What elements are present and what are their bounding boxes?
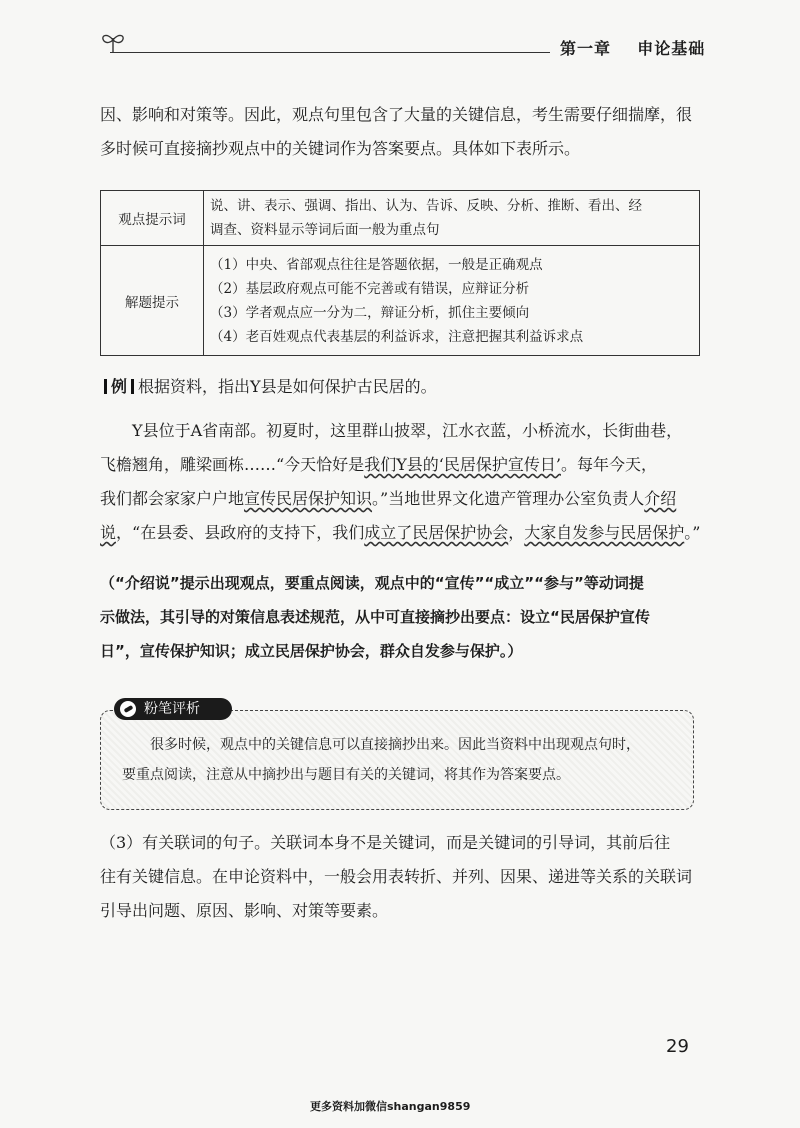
passage-text: 。”: [684, 523, 700, 542]
tip-body: [122, 730, 682, 790]
example-bar-left: [104, 379, 107, 394]
passage-text: ，: [508, 523, 525, 542]
table-cell: [204, 191, 700, 246]
example-label: 例: [111, 377, 128, 396]
table-cell-line: （3）学者观点应一分为二，辩证分析，抓住主要倾向: [210, 304, 530, 321]
passage-text: 我们都会家家户户地: [100, 489, 245, 508]
intro-line: 多时候可直接摘抄观点中的关键词作为答案要点。具体如下表所示。: [100, 139, 581, 158]
leaf-icon: [98, 30, 128, 54]
example-question: [100, 370, 437, 404]
table-row: [101, 246, 700, 356]
passage-line: [100, 516, 700, 550]
running-header: [560, 36, 705, 59]
passage-highlight: 大家自发参与民居保护: [524, 523, 685, 542]
passage-line: [100, 448, 700, 482]
passage-text: 。每年今天，: [560, 455, 657, 474]
conclusion-line: 引导出问题、原因、影响、对策等要素。: [100, 901, 389, 920]
header-rule: [110, 52, 550, 53]
table-cell: [204, 246, 700, 356]
conclusion-line: （3）有关联词的句子。关联词本身不是关键词，而是关键词的引导词，其前后往: [100, 833, 671, 852]
analysis-line: 日”，宣传保护知识；成立民居保护协会，群众自发参与保护。）: [100, 642, 523, 660]
tip-line: 要重点阅读，注意从中摘抄出与题目有关的关键词，将其作为答案要点。: [122, 767, 570, 783]
chapter-label: 第一章: [560, 39, 612, 58]
table-cell-line: （1）中央、省部观点往往是答题依据，一般是正确观点: [210, 256, 543, 273]
analysis-line: （“介绍说”提示出现观点，要重点阅读，观点中的“宣传”“成立”“参与”等动词提: [100, 574, 644, 592]
footer-note: 更多资料加微信shangan9859: [310, 1100, 471, 1113]
table-cell-line: （2）基层政府观点可能不完善或有错误，应辩证分析: [210, 280, 530, 297]
chapter-title: 申论基础: [637, 39, 706, 58]
passage-highlight: 介绍: [644, 489, 677, 508]
tip-title: 粉笔评析: [144, 701, 200, 717]
viewpoint-table: [100, 190, 700, 356]
passage-line: [100, 482, 700, 516]
passage-highlight: 宣传民居保护知识: [244, 489, 373, 508]
passage-text: 飞檐翘角，雕梁画栋……“今天恰好是: [100, 455, 365, 474]
example-question-text: 根据资料，指出Y县是如何保护古民居的。: [138, 377, 437, 396]
leaf-badge-icon: [120, 701, 136, 717]
page-number: 29: [666, 1036, 689, 1057]
conclusion-paragraph: [100, 826, 700, 928]
analysis-line: 示做法，其引导的对策信息表述规范，从中可直接摘抄出要点：设立“民居保护宣传: [100, 608, 650, 626]
table-cell-line: 说、讲、表示、强调、指出、认为、告诉、反映、分析、推断、看出、经: [210, 198, 642, 214]
passage-highlight: 成立了民居保护协会: [364, 523, 509, 542]
passage-line: Y县位于A省南部。初夏时，这里群山披翠，江水衣蓝，小桥流水，长街曲巷，: [132, 421, 683, 440]
table-cell-line: （4）老百姓观点代表基层的利益诉求，注意把握其利益诉求点: [210, 328, 584, 345]
passage-text: 。”当地世界文化遗产管理办公室负责人: [372, 489, 645, 508]
intro-line: 因、影响和对策等。因此，观点句里包含了大量的关键信息，考生需要仔细揣摩，很: [100, 105, 693, 124]
table-row-header: 观点提示词: [101, 191, 204, 246]
table-row: [101, 191, 700, 246]
tip-line: 很多时候，观点中的关键信息可以直接摘抄出来。因此当资料中出现观点句时，: [150, 737, 640, 753]
table-cell-line: 调查、资料显示等词后面一般为重点句: [210, 222, 440, 238]
passage-highlight: 我们Y县的‘民居保护宣传日’: [364, 455, 561, 474]
passage-paragraph: [100, 414, 700, 550]
conclusion-line: 往有关键信息。在申论资料中，一般会用表转折、并列、因果、递进等关系的关联词: [100, 867, 693, 886]
intro-paragraph: [100, 98, 700, 166]
passage-text: ，“在县委、县政府的支持下，我们: [116, 523, 365, 542]
analysis-note: [100, 566, 700, 668]
tip-tab: [114, 698, 232, 720]
passage-highlight: 说: [100, 523, 117, 542]
example-bar-right: [131, 379, 134, 394]
table-row-header: 解题提示: [101, 246, 204, 356]
